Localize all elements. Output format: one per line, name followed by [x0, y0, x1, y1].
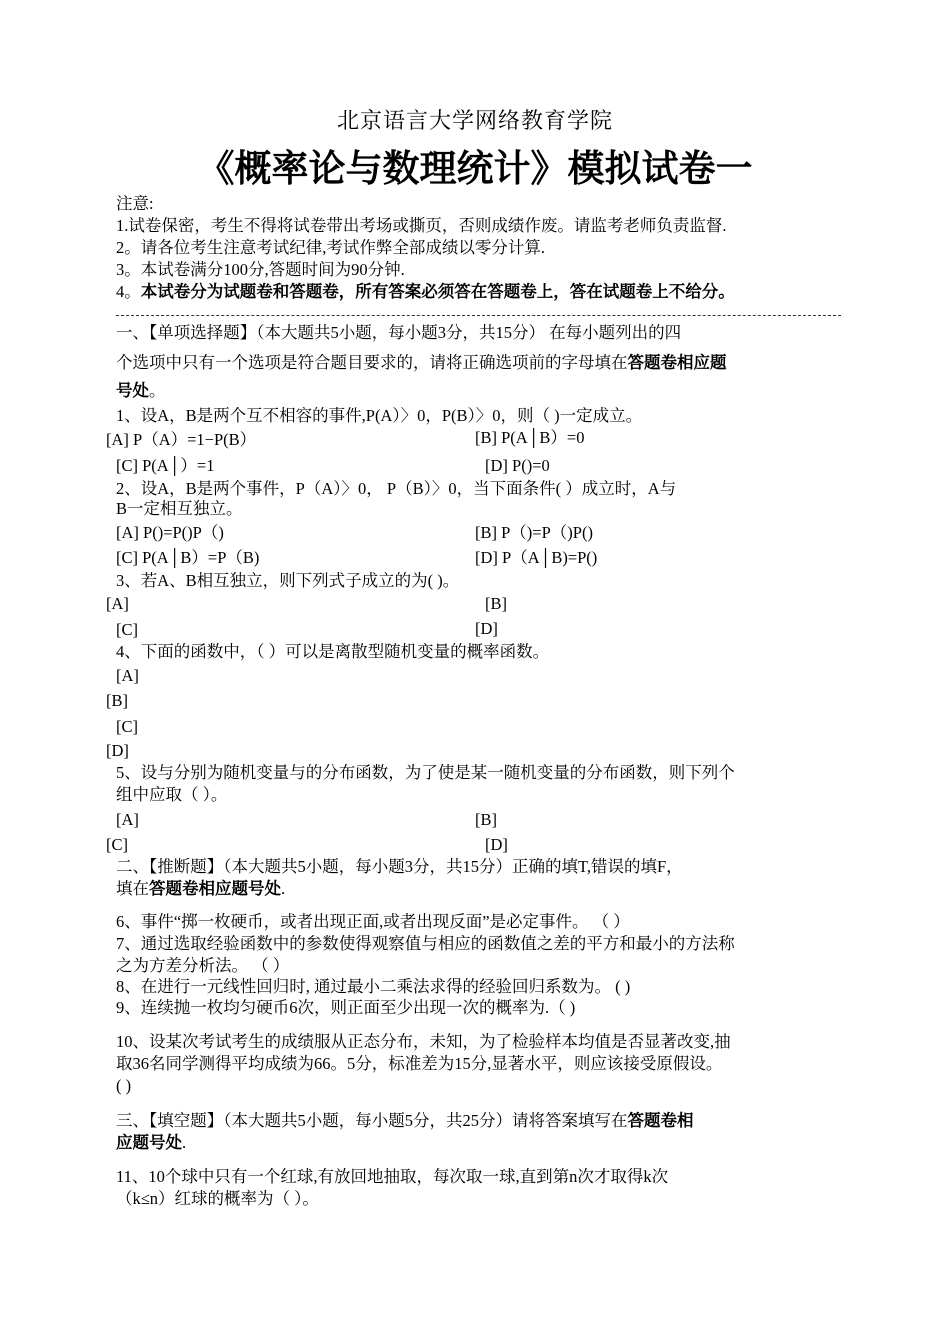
- q5-option-b: [B]: [475, 810, 497, 829]
- q2-stem-line2: B一定相互独立。: [116, 499, 243, 518]
- q5-option-d: [D]: [485, 835, 508, 854]
- section1-intro-line2: [116, 352, 727, 374]
- section2-intro-line2-bold: 答题卷相应题号处: [149, 879, 281, 898]
- notice-item-3: 3。本试卷满分100分,答题时间为90分钟.: [116, 260, 405, 279]
- q7-line1: 7、通过选取经验函数中的参数使得观察值与相应的函数值之差的平方和最小的方法称: [116, 934, 735, 953]
- q5-stem-line2: 组中应取（ ）。: [116, 785, 228, 804]
- notice-item-4: [116, 281, 735, 303]
- exam-title: 《概率论与数理统计》模拟试卷一: [197, 147, 753, 190]
- section1-intro-line3-bold: 号处: [116, 381, 149, 400]
- q1-option-a: [A] P（A）=1−P(B）: [106, 430, 257, 449]
- notice-heading: 注意:: [116, 194, 154, 213]
- q2-option-d: [D] P（A│B)=P(): [475, 548, 598, 567]
- section3-intro-line2-bold: 应题号处: [116, 1133, 182, 1152]
- q5-stem-line1: 5、设与分别为随机变量与的分布函数，为了使是某一随机变量的分布函数，则下列个: [116, 763, 735, 782]
- section3-intro-line1-bold: 答题卷相: [627, 1111, 694, 1130]
- q2-option-a: [A] P()=P()P（): [116, 523, 224, 542]
- q4-option-a: [A]: [116, 666, 139, 685]
- q3-option-d: [D]: [475, 619, 498, 638]
- school-name: 北京语言大学网络教育学院: [336, 108, 613, 133]
- q10-line2: 取36名同学测得平均成绩为66。5分，标准差为15分,显著水平，则应该接受原假设。: [116, 1054, 723, 1073]
- q2-stem-line1: 2、设A，B是两个事件，P（A）〉0， P（B）〉0，当下面条件( ）成立时，A与: [116, 479, 677, 498]
- q4-stem: 4、下面的函数中，（ ）可以是离散型随机变量的概率函数。: [116, 642, 550, 661]
- q4-option-d: [D]: [106, 741, 129, 760]
- q5-option-a: [A]: [116, 810, 139, 829]
- section1-intro-line2-text: 个选项中只有一个选项是符合题目要求的，请将正确选项前的字母填在: [116, 353, 628, 372]
- notice-item-1: 1.试卷保密，考生不得将试卷带出考场或撕页，否则成绩作废。请监考老师负责监督.: [116, 216, 727, 235]
- section1-intro-line3: [116, 380, 166, 402]
- q11-line1: 11、10个球中只有一个红球,有放回地抽取，每次取一球,直到第n次才取得k次: [116, 1167, 669, 1186]
- dashed-divider: [116, 315, 841, 316]
- section2-intro-line2-end: .: [281, 879, 286, 898]
- section3-intro-line2-end: .: [182, 1133, 187, 1152]
- q6: 6、事件“掷一枚硬币，或者出现正面,或者出现反面”是必定事件。 （ ）: [116, 912, 630, 931]
- q8: 8、在进行一元线性回归时, 通过最小二乘法求得的经验回归系数为。 ( ): [116, 977, 631, 996]
- q3-option-c: [C]: [116, 620, 138, 639]
- section1-intro-line3-text: 。: [149, 381, 166, 400]
- q9: 9、连续抛一枚均匀硬币6次，则正面至少出现一次的概率为.（ ): [116, 998, 576, 1017]
- q1-stem: 1、设A，B是两个互不相容的事件,P(A）〉0，P(B）〉0，则（ )一定成立。: [116, 406, 643, 425]
- q7-line2: 之为方差分析法。 （ ）: [116, 956, 290, 975]
- q4-option-c: [C]: [116, 717, 138, 736]
- notice-item-4-bold: 本试卷分为试题卷和答题卷，所有答案必须答在答题卷上，答在试题卷上不给分。: [140, 282, 735, 301]
- q11-line2: （k≤n）红球的概率为（ ）。: [116, 1189, 319, 1208]
- q1-option-b: [B] P(A│B）=0: [475, 428, 585, 447]
- q2-option-b: [B] P（)=P（)P(): [475, 523, 593, 542]
- q1-option-c: [C] P(A│）=1: [116, 456, 215, 475]
- notice-item-2: 2。请各位考生注意考试纪律,考试作弊全部成绩以零分计算.: [116, 238, 545, 257]
- q10-line1: 10、设某次考试考生的成绩服从正态分布，未知，为了检验样本均值是否显著改变,抽: [116, 1032, 731, 1051]
- section3-intro-line1: [116, 1110, 694, 1132]
- q3-option-b: [B]: [485, 594, 507, 613]
- q3-option-a: [A]: [106, 594, 129, 613]
- q10-line3: ( ): [116, 1076, 132, 1095]
- section2-intro-line1: 二、【推断题】（本大题共5小题，每小题3分，共15分）正确的填T,错误的填F，: [116, 857, 683, 876]
- section3-intro-line1-text: 三、【填空题】（本大题共5小题，每小题5分，共25分）请将答案填写在: [116, 1111, 628, 1130]
- q4-option-b: [B]: [106, 691, 128, 710]
- q5-option-c: [C]: [106, 835, 128, 854]
- section2-intro-line2: [116, 878, 285, 900]
- section2-intro-line2-text: 填在: [116, 879, 149, 898]
- section3-intro-line2: [116, 1132, 186, 1154]
- q1-option-d: [D] P()=0: [485, 456, 550, 475]
- q2-option-c: [C] P(A│B）=P（B): [116, 548, 260, 567]
- section1-intro-line2-bold: 答题卷相应题: [627, 353, 727, 372]
- section1-intro-line1: 一、【单项选择题】（本大题共5小题，每小题3分，共15分） 在每小题列出的四: [116, 323, 682, 342]
- q3-stem: 3、若A、B相互独立，则下列式子成立的为( )。: [116, 571, 460, 590]
- notice-item-4-prefix: 4。: [116, 282, 141, 301]
